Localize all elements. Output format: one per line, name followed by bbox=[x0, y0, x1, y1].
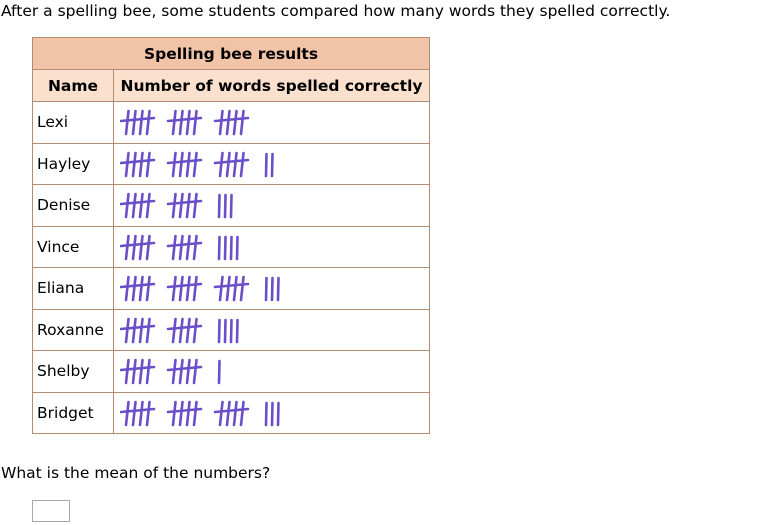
tally-stroke bbox=[272, 403, 273, 425]
student-name: Lexi bbox=[33, 102, 114, 144]
tally-cell bbox=[114, 102, 430, 144]
tally-stroke bbox=[126, 360, 129, 383]
tally-stroke bbox=[133, 360, 136, 383]
tally-stroke bbox=[227, 402, 230, 425]
tally-stroke bbox=[180, 277, 183, 300]
tally-stroke bbox=[173, 111, 176, 134]
table-row bbox=[33, 143, 430, 185]
tally-stroke bbox=[225, 237, 226, 259]
tally-stroke bbox=[126, 319, 129, 342]
tally-cell bbox=[114, 351, 430, 393]
table-body bbox=[33, 102, 430, 434]
question-text: What is the mean of the numbers? bbox=[1, 464, 271, 482]
tally-stroke bbox=[220, 277, 223, 300]
student-name: Bridget bbox=[33, 392, 114, 434]
tally-stroke bbox=[147, 319, 150, 342]
tally-stroke bbox=[231, 195, 232, 217]
tally-stroke bbox=[266, 154, 267, 176]
column-header-name: Name bbox=[33, 70, 114, 102]
tally-stroke bbox=[180, 402, 183, 425]
tally-stroke bbox=[227, 277, 230, 300]
tally-stroke bbox=[147, 111, 150, 134]
tally-stroke bbox=[173, 360, 176, 383]
intro-text: After a spelling bee, some students compared how many words they spelled correctly. bbox=[1, 2, 671, 20]
tally-stroke bbox=[147, 402, 150, 425]
tally-stroke bbox=[219, 320, 220, 342]
tally-stroke bbox=[194, 236, 197, 259]
tally-stroke bbox=[187, 319, 190, 342]
tally-stroke bbox=[272, 154, 273, 176]
student-name: Roxanne bbox=[33, 309, 114, 351]
tally-stroke bbox=[194, 402, 197, 425]
tally-stroke bbox=[241, 111, 244, 134]
tally-marks bbox=[120, 232, 420, 262]
tally-stroke bbox=[180, 360, 183, 383]
tally-stroke bbox=[126, 111, 129, 134]
table-row bbox=[33, 351, 430, 393]
tally-stroke bbox=[225, 320, 226, 342]
tally-stroke bbox=[173, 319, 176, 342]
tally-cell bbox=[114, 392, 430, 434]
tally-stroke bbox=[140, 319, 143, 342]
tally-stroke bbox=[140, 277, 143, 300]
tally-stroke bbox=[194, 194, 197, 217]
tally-stroke bbox=[219, 361, 220, 383]
table-title: Spelling bee results bbox=[33, 38, 430, 70]
tally-stroke bbox=[237, 320, 238, 342]
student-name: Vince bbox=[33, 226, 114, 268]
tally-stroke bbox=[133, 236, 136, 259]
tally-stroke bbox=[227, 111, 230, 134]
tally-stroke bbox=[173, 194, 176, 217]
tally-stroke bbox=[234, 402, 237, 425]
tally-stroke bbox=[227, 153, 230, 176]
tally-stroke bbox=[180, 236, 183, 259]
student-name: Denise bbox=[33, 185, 114, 227]
tally-stroke bbox=[126, 402, 129, 425]
tally-stroke bbox=[187, 153, 190, 176]
tally-stroke bbox=[173, 236, 176, 259]
tally-stroke bbox=[180, 111, 183, 134]
tally-cell bbox=[114, 143, 430, 185]
tally-stroke bbox=[194, 277, 197, 300]
table-row bbox=[33, 102, 430, 144]
tally-marks bbox=[120, 273, 420, 303]
tally-cell bbox=[114, 309, 430, 351]
tally-stroke bbox=[272, 278, 273, 300]
tally-stroke bbox=[241, 277, 244, 300]
tally-stroke bbox=[187, 277, 190, 300]
tally-stroke bbox=[234, 153, 237, 176]
tally-stroke bbox=[140, 194, 143, 217]
tally-stroke bbox=[126, 277, 129, 300]
tally-stroke bbox=[219, 237, 220, 259]
tally-stroke bbox=[220, 153, 223, 176]
tally-stroke bbox=[126, 153, 129, 176]
tally-stroke bbox=[173, 402, 176, 425]
tally-stroke bbox=[140, 153, 143, 176]
tally-marks bbox=[120, 315, 420, 345]
tally-stroke bbox=[140, 402, 143, 425]
tally-stroke bbox=[187, 236, 190, 259]
tally-stroke bbox=[278, 278, 279, 300]
table-row bbox=[33, 185, 430, 227]
tally-stroke bbox=[220, 402, 223, 425]
tally-stroke bbox=[147, 236, 150, 259]
table-row bbox=[33, 268, 430, 310]
tally-stroke bbox=[147, 153, 150, 176]
tally-stroke bbox=[187, 360, 190, 383]
tally-stroke bbox=[140, 236, 143, 259]
tally-stroke bbox=[147, 277, 150, 300]
table-row bbox=[33, 226, 430, 268]
tally-stroke bbox=[225, 195, 226, 217]
tally-stroke bbox=[147, 360, 150, 383]
tally-stroke bbox=[147, 194, 150, 217]
tally-stroke bbox=[278, 403, 279, 425]
spelling-bee-table bbox=[32, 37, 430, 434]
tally-stroke bbox=[194, 153, 197, 176]
tally-stroke bbox=[133, 277, 136, 300]
tally-stroke bbox=[133, 111, 136, 134]
tally-stroke bbox=[220, 111, 223, 134]
answer-input[interactable] bbox=[32, 500, 70, 522]
tally-stroke bbox=[126, 236, 129, 259]
tally-stroke bbox=[266, 278, 267, 300]
tally-stroke bbox=[140, 360, 143, 383]
tally-stroke bbox=[194, 319, 197, 342]
tally-marks bbox=[120, 149, 420, 179]
student-name: Hayley bbox=[33, 143, 114, 185]
tally-marks bbox=[120, 190, 420, 220]
tally-stroke bbox=[173, 277, 176, 300]
column-header-count: Number of words spelled correctly bbox=[114, 70, 430, 102]
tally-stroke bbox=[173, 153, 176, 176]
tally-stroke bbox=[180, 319, 183, 342]
tally-stroke bbox=[237, 237, 238, 259]
tally-stroke bbox=[219, 195, 220, 217]
tally-marks bbox=[120, 356, 420, 386]
tally-stroke bbox=[187, 111, 190, 134]
student-name: Shelby bbox=[33, 351, 114, 393]
tally-stroke bbox=[231, 320, 232, 342]
tally-stroke bbox=[140, 111, 143, 134]
tally-stroke bbox=[266, 403, 267, 425]
tally-stroke bbox=[133, 402, 136, 425]
tally-cell bbox=[114, 268, 430, 310]
tally-stroke bbox=[234, 277, 237, 300]
tally-stroke bbox=[133, 153, 136, 176]
student-name: Eliana bbox=[33, 268, 114, 310]
table-row bbox=[33, 392, 430, 434]
tally-stroke bbox=[234, 111, 237, 134]
tally-stroke bbox=[194, 360, 197, 383]
tally-stroke bbox=[231, 237, 232, 259]
tally-stroke bbox=[187, 402, 190, 425]
tally-stroke bbox=[187, 194, 190, 217]
tally-stroke bbox=[194, 111, 197, 134]
tally-marks bbox=[120, 398, 420, 428]
tally-stroke bbox=[241, 402, 244, 425]
tally-stroke bbox=[180, 194, 183, 217]
tally-stroke bbox=[126, 194, 129, 217]
tally-marks bbox=[120, 107, 420, 137]
table-row bbox=[33, 309, 430, 351]
tally-stroke bbox=[241, 153, 244, 176]
tally-cell bbox=[114, 185, 430, 227]
tally-stroke bbox=[133, 319, 136, 342]
tally-stroke bbox=[133, 194, 136, 217]
tally-stroke bbox=[180, 153, 183, 176]
tally-cell bbox=[114, 226, 430, 268]
